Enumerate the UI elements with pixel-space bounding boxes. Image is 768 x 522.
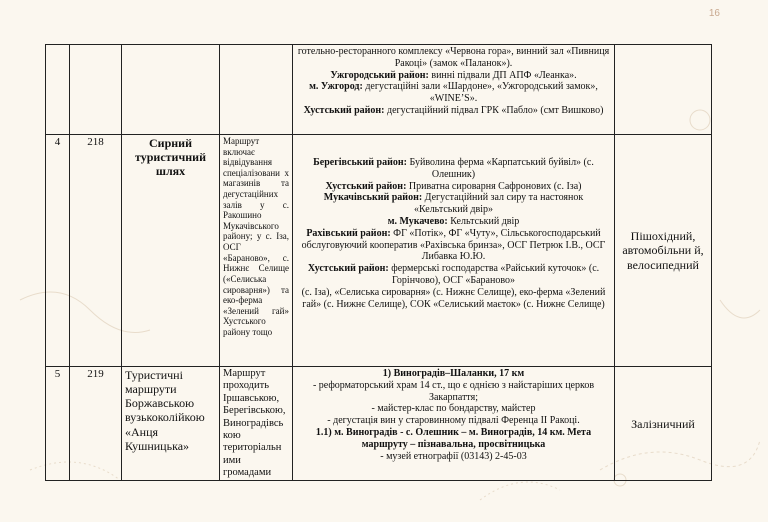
- routes-table: [45, 44, 712, 481]
- route-locations: [293, 135, 615, 367]
- location-line: Хустський район: Приватна сироварня Сафронових (с. Іза): [325, 180, 582, 192]
- route-description: Маршрут включає відвідування спеціалізовани х магазинів та дегустаційних залів у с. Ракошино Мукачівського району; у с. Іза, ОСГ «Бараново», с. Нижнє Селище («Селиська сироварня») та еко-ферма «Зелений гай» Хустського району тощо: [220, 135, 293, 367]
- row-number: [46, 45, 70, 135]
- location-line: Рахівський район: ФГ «Потік», ФГ «Чуту», Сільськогосподарський обслуговуючий кооператив «Рахівська бринза», ОСГ Петрюк І.В., ОСГ Либавка Ю.Ю.: [301, 227, 606, 263]
- location-line: - реформаторський храм 14 ст., що є однією з найстаріших церков Закарпаття;: [312, 379, 595, 403]
- row-number: 5: [46, 367, 70, 481]
- route-id: [70, 45, 122, 135]
- location-line: - музей етнографії (03143) 2-45-03: [380, 450, 527, 462]
- location-line: Хустський район: фермерські господарства «Райський куточок» (с. Горінчово), ОСГ «Бараново»: [307, 263, 600, 286]
- location-line: готельно-ресторанного комплексу «Червона гора», винний зал «Пивниця Ракоці» (замок «Паланок»).: [297, 46, 610, 69]
- table-row: [46, 367, 712, 481]
- location-line: - дегустація вин у старовинному підвалі Ференца ІІ Ракоці.: [327, 415, 580, 427]
- route-name: [122, 45, 220, 135]
- transport-type: Залізничний: [615, 367, 712, 481]
- location-line: Берегівський район: Буйволина ферма «Карпатський буйвіл» (с. Олешник): [313, 157, 594, 180]
- transport-type: [615, 45, 712, 135]
- location-line: 1) Виноградів–Шаланки, 17 км: [382, 368, 525, 379]
- route-description: [220, 45, 293, 135]
- location-line: 1.1) м. Виноградів - с. Олешник – м. Виноградів, 14 км. Мета маршруту – пізнавальна, просвітницька: [315, 426, 592, 450]
- location-line: м. Ужгород: дегустаційні зали «Шардоне», «Ужгородський замок», «WINE’S».: [309, 81, 598, 105]
- route-id: 219: [70, 367, 122, 481]
- route-description: Маршрут проходить Іршавською, Берегівською, Виноградівсь кою територіальн ими громадами: [220, 367, 293, 481]
- location-line: (с. Іза), «Селиська сироварня» (с. Нижнє Селище), еко-ферма «Зелений гай» (с. Нижнє Селище), СОК «Селиський маєток» (с. Нижнє Селище): [301, 286, 606, 310]
- route-name: Сирний туристичний шлях: [122, 135, 220, 367]
- location-line: - майстер-клас по бондарству, майстер: [371, 403, 536, 415]
- table-row: [46, 135, 712, 367]
- location-line: Мукачівський район: Дегустаційний зал сиру та настоянок «Кельтський двір»: [323, 192, 584, 216]
- transport-type: Пішохідний, автомобільни й, велосипедний: [615, 135, 712, 367]
- location-line: Хустський район: дегустаційний підвал ГРК «Пабло» (смт Вишково): [303, 104, 604, 116]
- route-locations: [293, 45, 615, 135]
- route-name: Туристичні маршрути Боржавською вузькоколійкою «Анця Кушницька»: [122, 367, 220, 481]
- table-row: [46, 45, 712, 135]
- location-line: Ужгородський район: винні підвали ДП АПФ «Леанка».: [330, 69, 577, 81]
- page-number: 16: [708, 8, 720, 19]
- location-line: м. Мукачево: Кельтський двір: [387, 215, 520, 227]
- route-locations: [293, 367, 615, 481]
- row-number: 4: [46, 135, 70, 367]
- route-id: 218: [70, 135, 122, 367]
